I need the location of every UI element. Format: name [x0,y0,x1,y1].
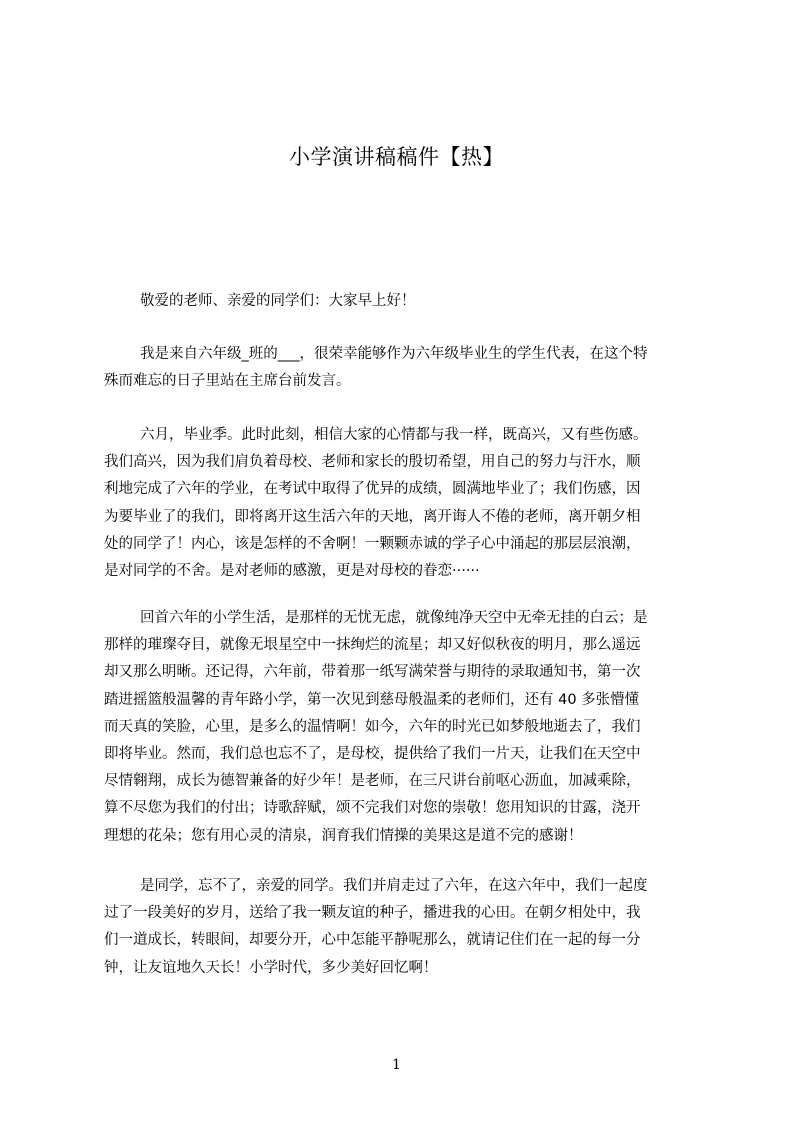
paragraph-line: 而天真的笑脸，心里，是多么的温情啊！如今，六年的时光已如梦般地逝去了，我们 [104,718,641,735]
paragraph-3 [104,608,704,853]
document-title: 小学演讲稿稿件【热】 [289,145,504,169]
paragraph-1 [104,344,704,398]
paragraph-line: 是对同学的不舍。是对老师的感激，更是对母校的眷恋······ [104,562,480,579]
paragraph-line: 过了一段美好的岁月，送给了我一颗友谊的种子，播进我的心田。在朝夕相处中，我 [104,905,641,922]
paragraph-line: 处的同学了！内心，该是怎样的不舍啊！一颗颗赤诚的学子心中涌起的那层层浪潮， [104,535,641,552]
paragraph-line: 我们高兴，因为我们肩负着母校、老师和家长的殷切希望，用自己的努力与汗水，顺 [104,454,641,471]
paragraph-line: 那样的璀璨夺目，就像无垠星空中一抹绚烂的流星；却又好似秋夜的明月，那么遥远 [104,637,641,654]
paragraph-line: 是同学，忘不了，亲爱的同学。我们并肩走过了六年，在这六年中，我们一起度 [140,878,648,894]
paragraph-line: 六月，毕业季。此时此刻，相信大家的心情都与我一样，既高兴，又有些伤感。 [140,427,648,443]
paragraph-4 [104,876,704,985]
paragraph-line: 我是来自六年级_班的___，很荣幸能够作为六年级毕业生的学生代表，在这个特 [140,346,648,362]
page-number: 1 [392,1057,401,1073]
paragraph-line: 利地完成了六年的学业，在考试中取得了优异的成绩，圆满地毕业了；我们伤感，因 [104,481,641,498]
paragraph-line: 尽情翱翔，成长为德智兼备的好少年！是老师，在三尺讲台前呕心沥血，加减乘除， [104,773,641,790]
paragraph-line: 钟，让友谊地久天长！小学时代，多少美好回忆啊！ [104,959,438,976]
paragraph-line: 踏进摇篮般温馨的青年路小学，第一次见到慈母般温柔的老师们，还有 40 多张懵懂 [104,691,640,708]
paragraph-line: 算不尽您为我们的付出；诗歌辞赋，颂不完我们对您的崇敬！您用知识的甘露，浇开 [104,800,641,817]
paragraph-line: 理想的花朵；您有用心灵的清泉，润育我们情操的美果这是道不完的感谢！ [104,827,583,844]
paragraph-line: 回首六年的小学生活，是那样的无忧无虑，就像纯净天空中无牵无挂的白云；是 [140,610,648,626]
paragraph-line: 们一道成长，转眼间，却要分开，心中怎能平静呢那么，就请记住们在一起的每一分 [104,932,641,949]
greeting-line: 敬爱的老师、亲爱的同学们：大家早上好！ [140,293,416,309]
paragraph-line: 即将毕业。然而，我们总也忘不了，是母校，提供给了我们一片天，让我们在天空中 [104,745,641,762]
paragraph-line: 殊而难忘的日子里站在主席台前发言。 [104,373,351,390]
paragraph-line: 为要毕业了的我们，即将离开这生活六年的天地，离开诲人不倦的老师，离开朝夕相 [104,508,641,525]
paragraph-2 [104,425,704,588]
paragraph-line: 却又那么明晰。还记得，六年前，带着那一纸写满荣誉与期待的录取通知书，第一次 [104,664,641,681]
